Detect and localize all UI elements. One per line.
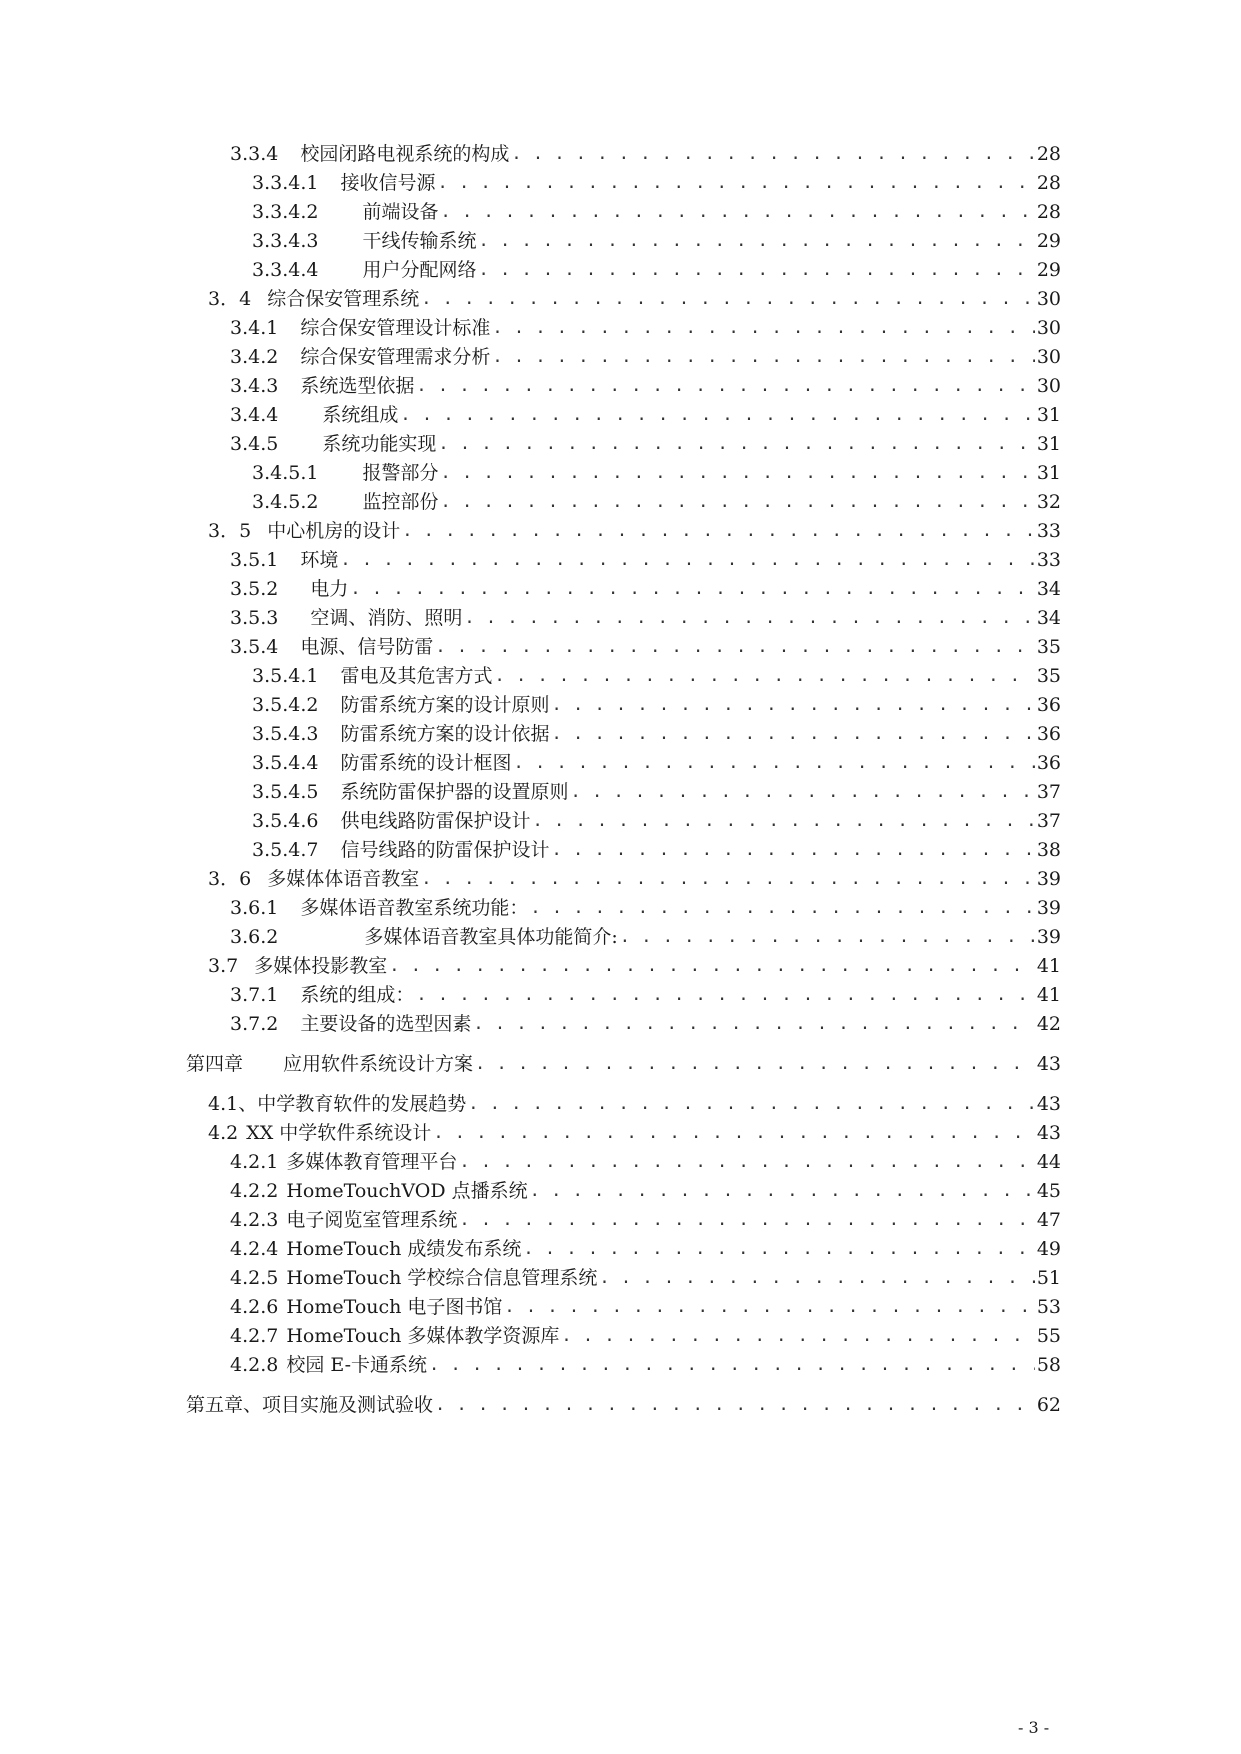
- toc-entry-title: 电子阅览室管理系统: [286, 1209, 458, 1231]
- toc-entry[interactable]: [252, 773, 1061, 803]
- toc-dot-leader: [552, 839, 1035, 861]
- toc-entry-page: 28: [1036, 172, 1061, 194]
- toc-entry-page: 36: [1036, 752, 1061, 774]
- toc-dot-leader: [435, 1394, 1035, 1416]
- toc-entry-title: 防雷系统方案的设计原则: [340, 694, 550, 716]
- toc-dot-leader: [429, 1354, 1035, 1376]
- toc-entry[interactable]: [230, 338, 1061, 368]
- toc-entry[interactable]: [208, 512, 1061, 542]
- toc-entry-number: 3.5.2: [230, 578, 279, 600]
- toc-entry-page: 34: [1036, 578, 1061, 600]
- toc-entry-title: 电源、信号防雷: [300, 636, 434, 658]
- toc-entry[interactable]: [230, 541, 1061, 571]
- toc-entry-page: 41: [1036, 955, 1061, 977]
- toc-entry-page: 33: [1036, 549, 1061, 571]
- toc-entry-page: 41: [1036, 984, 1061, 1006]
- page-number: - 3 -: [1018, 1718, 1050, 1737]
- toc-entry[interactable]: [252, 686, 1061, 716]
- toc-entry-title: 综合保安管理设计标准: [300, 317, 491, 339]
- toc-entry[interactable]: [230, 599, 1061, 629]
- toc-entry[interactable]: [230, 1172, 1061, 1202]
- toc-dot-leader: [492, 346, 1034, 368]
- toc-entry-page: 55: [1036, 1325, 1061, 1347]
- toc-entry-page: 37: [1036, 810, 1061, 832]
- toc-entry[interactable]: [230, 1201, 1061, 1231]
- toc-entry-number: 4.2.5: [230, 1267, 279, 1289]
- toc-dot-leader: [561, 1325, 1034, 1347]
- toc-entry[interactable]: [230, 1346, 1061, 1376]
- toc-entry-page: 35: [1036, 636, 1061, 658]
- toc-entry-number: 3.5.4.1: [252, 665, 319, 687]
- toc-entry-title: 主要设备的选型因素: [300, 1013, 472, 1035]
- toc-dot-leader: [389, 955, 1035, 977]
- toc-entry-number: 3.7.2: [230, 1013, 279, 1035]
- toc-entry-page: 29: [1036, 259, 1061, 281]
- toc-entry-page: 37: [1036, 781, 1061, 803]
- toc-entry-number: 3.4.5.1: [252, 462, 319, 484]
- toc-dot-leader: [533, 810, 1035, 832]
- toc-entry-number: 3.5.4: [230, 636, 279, 658]
- toc-entry-number: 3.5.3: [230, 607, 279, 629]
- toc-entry[interactable]: [208, 947, 1061, 977]
- toc-dot-leader: [416, 375, 1034, 397]
- toc-dot-leader: [479, 259, 1035, 281]
- toc-entry-page: 39: [1036, 926, 1061, 948]
- toc-entry-page: 31: [1036, 433, 1061, 455]
- toc-entry[interactable]: [252, 744, 1061, 774]
- toc-entry-page: 43: [1036, 1122, 1061, 1144]
- toc-entry[interactable]: [230, 1259, 1061, 1289]
- toc-dot-leader: [475, 1053, 1035, 1075]
- toc-entry-page: 32: [1036, 491, 1061, 513]
- toc-entry[interactable]: [252, 164, 1061, 194]
- toc-entry-number: 4.2.3: [230, 1209, 279, 1231]
- toc-entry-page: 35: [1036, 665, 1061, 687]
- toc-entry-title: 项目实施及测试验收: [262, 1394, 434, 1416]
- toc-entry-number: 4.2.8: [230, 1354, 279, 1376]
- toc-dot-leader: [433, 1122, 1035, 1144]
- toc-entry[interactable]: [208, 1085, 1061, 1115]
- toc-entry-page: 30: [1036, 288, 1061, 310]
- toc-entry-number: 3.5.4.2: [252, 694, 319, 716]
- toc-entry-title: 应用软件系统设计方案: [283, 1053, 474, 1075]
- toc-entry-title: 前端设备: [362, 201, 439, 223]
- toc-entry-title: HomeTouch 学校综合信息管理系统: [286, 1267, 598, 1289]
- toc-entry-number: 4.1、: [208, 1093, 258, 1115]
- toc-dot-leader: [514, 752, 1035, 774]
- toc-entry-title: 多媒体语音教室具体功能简介:: [364, 926, 618, 948]
- toc-entry-page: 43: [1036, 1093, 1061, 1115]
- toc-entry-page: 42: [1036, 1013, 1061, 1035]
- toc-entry-number: 第五章、: [186, 1394, 263, 1416]
- toc-entry-number: 3.4.5: [230, 433, 279, 455]
- toc-entry-title: 接收信号源: [340, 172, 436, 194]
- toc-entry[interactable]: [252, 454, 1061, 484]
- toc-entry-page: 33: [1036, 520, 1061, 542]
- toc-entry[interactable]: [208, 860, 1061, 890]
- toc-entry[interactable]: [208, 280, 1061, 310]
- toc-entry-page: 30: [1036, 375, 1061, 397]
- toc-entry[interactable]: [230, 425, 1061, 455]
- toc-entry-page: 36: [1036, 723, 1061, 745]
- toc-entry[interactable]: [230, 889, 1061, 919]
- toc-entry-title: 空调、消防、照明: [310, 607, 463, 629]
- toc-entry-number: 3.7.1: [230, 984, 279, 1006]
- toc-entry-number: 3.6.2: [230, 926, 279, 948]
- toc-entry-number: 4.2.4: [230, 1238, 279, 1260]
- toc-entry[interactable]: [252, 193, 1061, 223]
- toc-entry-title: 报警部分: [362, 462, 439, 484]
- toc-entry-number: 4.2.7: [230, 1325, 279, 1347]
- toc-entry-number: 3.4.1: [230, 317, 279, 339]
- toc-entry-page: 31: [1036, 462, 1061, 484]
- toc-dot-leader: [459, 1209, 1034, 1231]
- toc-entry-page: 30: [1036, 346, 1061, 368]
- toc-entry-title: 校园 E-卡通系统: [286, 1354, 428, 1376]
- toc-entry-number: 3.3.4: [230, 143, 279, 165]
- toc-entry-page: 29: [1036, 230, 1061, 252]
- toc-entry-page: 34: [1036, 607, 1061, 629]
- toc-dot-leader: [441, 462, 1035, 484]
- toc-entry-number: 3.4.4: [230, 404, 279, 426]
- toc-entry-title: 校园闭路电视系统的构成: [300, 143, 510, 165]
- toc-dot-leader: [441, 491, 1035, 513]
- toc-entry-page: 31: [1036, 404, 1061, 426]
- toc-entry-title: 监控部份: [362, 491, 439, 513]
- toc-entry-title: HomeTouchVOD 点播系统: [286, 1180, 528, 1202]
- toc-entry-page: 39: [1036, 868, 1061, 890]
- toc-dot-leader: [492, 317, 1034, 339]
- toc-entry-page: 53: [1036, 1296, 1061, 1318]
- toc-dot-leader: [464, 607, 1034, 629]
- toc-entry-page: 49: [1036, 1238, 1061, 1260]
- toc-chapter-entry[interactable]: [186, 1045, 1061, 1075]
- toc-entry-number: 4.2: [208, 1122, 239, 1144]
- toc-entry-title: 多媒体体语音教室: [267, 868, 420, 890]
- toc-entry-page: 45: [1036, 1180, 1061, 1202]
- toc-entry-page: 30: [1036, 317, 1061, 339]
- toc-dot-leader: [571, 781, 1035, 803]
- toc-entry[interactable]: [230, 1317, 1061, 1347]
- toc-entry-title: 防雷系统方案的设计依据: [340, 723, 550, 745]
- toc-dot-leader: [459, 1151, 1034, 1173]
- toc-entry-number: 4.2.2: [230, 1180, 279, 1202]
- toc-entry[interactable]: [230, 570, 1061, 600]
- toc-entry-number: 3.4.5.2: [252, 491, 319, 513]
- toc-entry-title: XX 中学软件系统设计: [246, 1122, 432, 1144]
- toc-entry[interactable]: [252, 222, 1061, 252]
- toc-entry[interactable]: [230, 628, 1061, 658]
- toc-entry[interactable]: [230, 309, 1061, 339]
- toc-entry-number: 3．4: [208, 288, 252, 310]
- toc-dot-leader: [350, 578, 1034, 600]
- toc-entry-number: 3．5: [208, 520, 252, 542]
- toc-entry-title: 系统选型依据: [300, 375, 415, 397]
- toc-dot-leader: [530, 1180, 1035, 1202]
- toc-entry-title: 综合保安管理需求分析: [300, 346, 491, 368]
- toc-dot-leader: [599, 1267, 1034, 1289]
- toc-dot-leader: [479, 230, 1035, 252]
- toc-entry-title: 防雷系统的设计框图: [340, 752, 512, 774]
- toc-entry-page: 36: [1036, 694, 1061, 716]
- toc-entry[interactable]: [252, 483, 1061, 513]
- toc-entry-number: 3.5.4.3: [252, 723, 319, 745]
- toc-entry-title: 系统防雷保护器的设置原则: [340, 781, 569, 803]
- toc-entry-page: 28: [1036, 143, 1061, 165]
- toc-entry-number: 3.5.1: [230, 549, 279, 571]
- toc-entry-page: 28: [1036, 201, 1061, 223]
- toc-dot-leader: [438, 172, 1035, 194]
- toc-entry-number: 3.5.4.5: [252, 781, 319, 803]
- toc-dot-leader: [400, 404, 1034, 426]
- toc-entry[interactable]: [252, 831, 1061, 861]
- toc-dot-leader: [435, 636, 1034, 658]
- toc-entry[interactable]: [252, 251, 1061, 281]
- toc-dot-leader: [552, 723, 1035, 745]
- toc-entry-title: 电力: [310, 578, 349, 600]
- toc-entry-number: 3.7: [208, 955, 239, 977]
- toc-entry-title: 干线传输系统: [362, 230, 477, 252]
- toc-entry-title: 信号线路的防雷保护设计: [340, 839, 550, 861]
- toc-dot-leader: [511, 143, 1034, 165]
- toc-entry-number: 第四章: [186, 1053, 244, 1075]
- toc-dot-leader: [495, 665, 1035, 687]
- toc-dot-leader: [620, 926, 1035, 948]
- toc-entry-number: 3.5.4.4: [252, 752, 319, 774]
- toc-dot-leader: [421, 868, 1035, 890]
- toc-dot-leader: [438, 433, 1034, 455]
- toc-entry[interactable]: [230, 918, 1061, 948]
- toc-entry-number: 3.3.4.2: [252, 201, 319, 223]
- toc-entry-title: 系统的组成：: [300, 984, 415, 1006]
- toc-entry[interactable]: [230, 1230, 1061, 1260]
- toc-chapter-entry[interactable]: [186, 1386, 1061, 1416]
- toc-entry-title: 中学教育软件的发展趋势: [257, 1093, 467, 1115]
- toc-entry-title: 多媒体教育管理平台: [286, 1151, 458, 1173]
- toc-entry-page: 43: [1036, 1053, 1061, 1075]
- toc-entry-page: 38: [1036, 839, 1061, 861]
- toc-entry[interactable]: [230, 367, 1061, 397]
- toc-dot-leader: [504, 1296, 1034, 1318]
- toc-entry-title: 多媒体投影教室: [254, 955, 388, 977]
- toc-entry-title: 雷电及其危害方式: [340, 665, 493, 687]
- toc-entry[interactable]: [252, 657, 1061, 687]
- toc-entry-title: 供电线路防雷保护设计: [340, 810, 531, 832]
- toc-entry-title: 综合保安管理系统: [267, 288, 420, 310]
- toc-entry-page: 51: [1036, 1267, 1061, 1289]
- toc-entry-number: 3.3.4.3: [252, 230, 319, 252]
- toc-entry-page: 47: [1036, 1209, 1061, 1231]
- toc-entry[interactable]: [252, 802, 1061, 832]
- toc-entry-number: 3．6: [208, 868, 252, 890]
- toc-entry-page: 62: [1036, 1394, 1061, 1416]
- toc-entry-title: 系统功能实现: [322, 433, 437, 455]
- toc-entry-number: 3.5.4.6: [252, 810, 319, 832]
- toc-entry-number: 3.4.2: [230, 346, 279, 368]
- toc-entry-number: 4.2.1: [230, 1151, 279, 1173]
- toc-dot-leader: [523, 1238, 1034, 1260]
- toc-dot-leader: [402, 520, 1035, 542]
- toc-dot-leader: [421, 288, 1035, 310]
- toc-dot-leader: [468, 1093, 1035, 1115]
- toc-entry-number: 3.5.4.7: [252, 839, 319, 861]
- toc-entry[interactable]: [230, 1288, 1061, 1318]
- toc-entry-number: 3.6.1: [230, 897, 279, 919]
- toc-dot-leader: [340, 549, 1034, 571]
- toc-entry[interactable]: [230, 396, 1061, 426]
- toc-entry[interactable]: [230, 976, 1061, 1006]
- toc-entry-title: 用户分配网络: [362, 259, 477, 281]
- toc-entry-page: 39: [1036, 897, 1061, 919]
- toc-entry-number: 4.2.6: [230, 1296, 279, 1318]
- toc-dot-leader: [416, 984, 1034, 1006]
- toc-dot-leader: [552, 694, 1035, 716]
- toc-entry[interactable]: [230, 1143, 1061, 1173]
- toc-entry-page: 44: [1036, 1151, 1061, 1173]
- toc-entry-title: HomeTouch 多媒体教学资源库: [286, 1325, 560, 1347]
- toc-entry-title: HomeTouch 成绩发布系统: [286, 1238, 522, 1260]
- toc-entry-number: 3.3.4.4: [252, 259, 319, 281]
- toc-entry[interactable]: [208, 1114, 1061, 1144]
- toc-dot-leader: [441, 201, 1035, 223]
- toc-entry-title: 多媒体语音教室系统功能：: [300, 897, 529, 919]
- toc-entry[interactable]: [230, 135, 1061, 165]
- toc-entry[interactable]: [252, 715, 1061, 745]
- toc-entry[interactable]: [230, 1005, 1061, 1035]
- toc-entry-title: HomeTouch 电子图书馆: [286, 1296, 503, 1318]
- toc-entry-number: 3.3.4.1: [252, 172, 319, 194]
- toc-entry-title: 系统组成: [322, 404, 399, 426]
- toc-dot-leader: [530, 897, 1034, 919]
- toc-entry-number: 3.4.3: [230, 375, 279, 397]
- toc-entry-title: 中心机房的设计: [267, 520, 401, 542]
- toc-entry-title: 环境: [300, 549, 339, 571]
- toc-dot-leader: [473, 1013, 1034, 1035]
- toc-entry-page: 58: [1036, 1354, 1061, 1376]
